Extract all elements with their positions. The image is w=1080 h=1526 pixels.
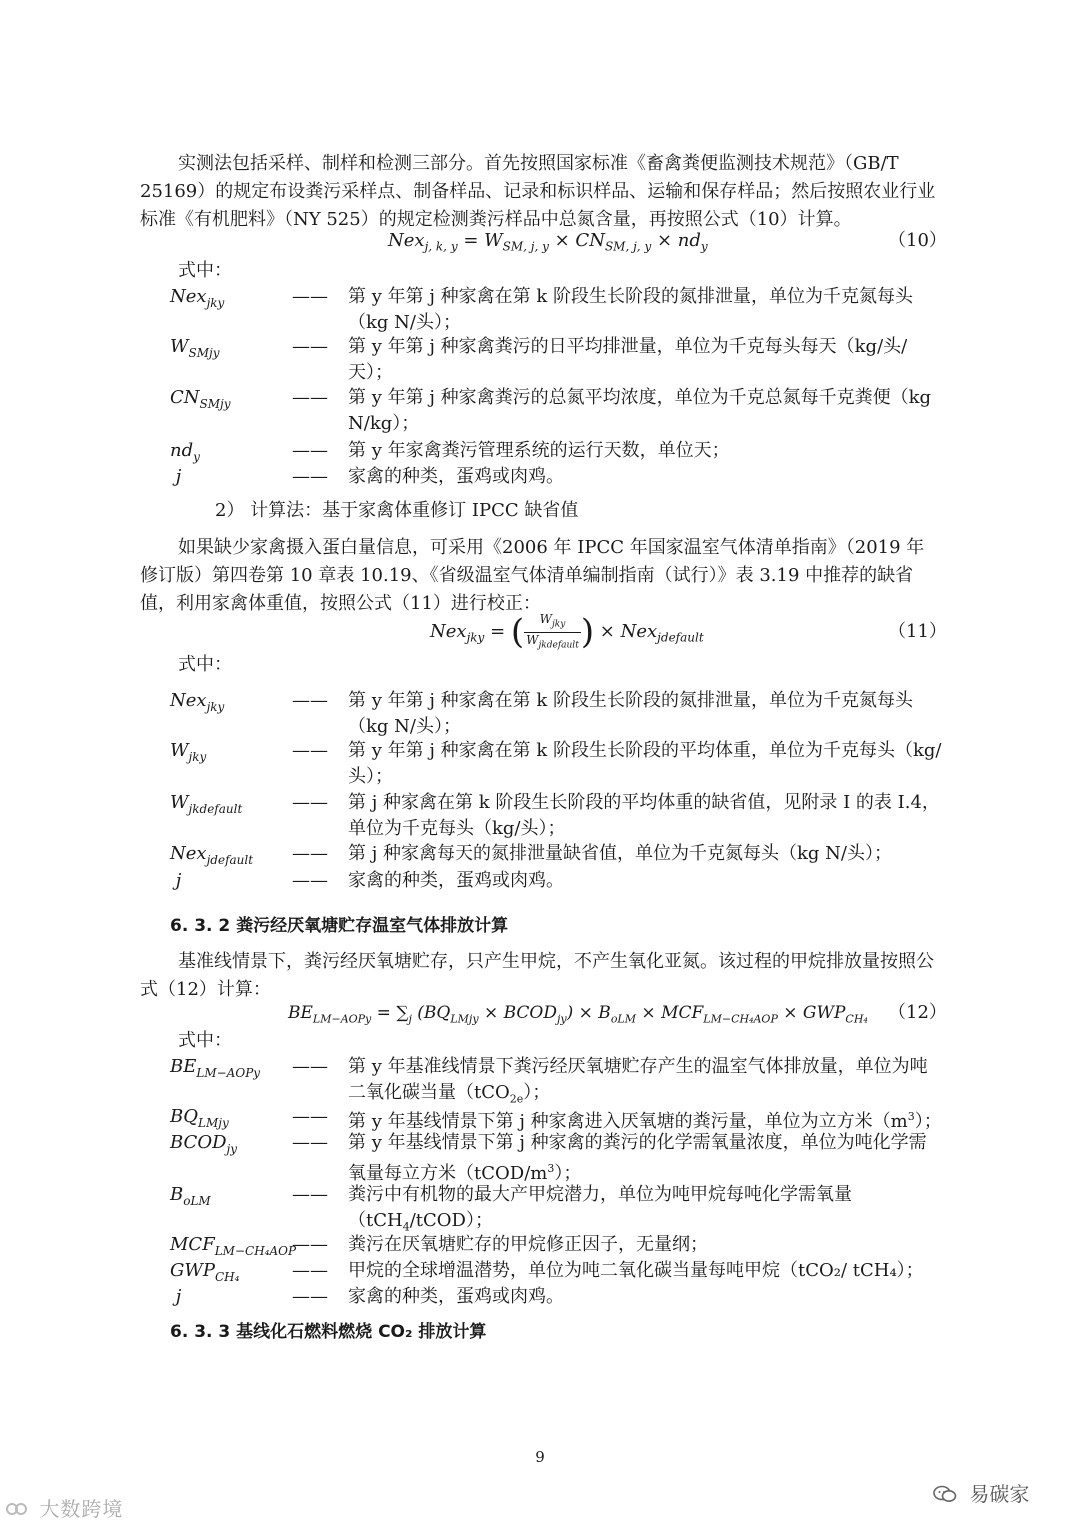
dash: —— [292,387,328,408]
dash: —— [292,690,328,711]
definition-text: 粪污中有机物的最大产甲烷潜力，单位为吨甲烷每吨化学需氧量（tCH$_4$/tCOD）； [348,1184,852,1234]
section-heading-6-3-2: 6. 3. 2 粪污经厌氧塘贮存温室气体排放计算 [170,916,509,936]
symbol: $BCOD_{jy}$ [170,1132,238,1156]
symbol: j [170,1286,182,1307]
section-heading-6-3-3: 6. 3. 3 基线化石燃料燃烧 CO₂ 排放计算 [170,1322,487,1342]
symbol: $W_{jkdefault}$ [170,792,243,816]
dash: —— [292,1260,328,1281]
definition-text: 第 y 年基准线情景下粪污经厌氧塘贮存产生的温室气体排放量，单位为吨二氧化碳当量（tCO$_{2e}$）； [348,1056,928,1106]
dash: —— [292,792,328,813]
dash: —— [292,336,328,357]
definition-text: 甲烷的全球增温潜势，单位为吨二氧化碳当量每吨甲烷（tCO₂/ tCH₄）； [348,1260,924,1281]
equation-12 [0,998,1080,1028]
symbol: j [170,870,182,891]
dash: —— [292,1106,328,1127]
paragraph-3: 基准线情景下，粪污经厌氧塘贮存，只产生甲烷，不产生氧化亚氮。该过程的甲烷排放量按照公式（12）计算： [140,951,934,1000]
watermark-right [933,1478,1029,1507]
definition-text: 第 y 年第 j 种家禽粪污的日平均排泄量，单位为千克每头每天（kg/头/天）； [348,336,908,383]
definition-text: 第 y 年第 j 种家禽在第 k 阶段生长阶段的平均体重，单位为千克每头（kg/头）； [348,740,942,787]
dash: —— [292,843,328,864]
dash: —— [292,1184,328,1205]
definition-text: 第 j 种家禽在第 k 阶段生长阶段的平均体重的缺省值，见附录 I 的表 I.4，单位为千克每头（kg/头）； [348,792,940,839]
definition-text: 家禽的种类，蛋鸡或肉鸡。 [348,466,564,487]
dash: —— [292,1234,328,1255]
dash: —— [292,1056,328,1077]
item-2-heading: 2） 计算法：基于家禽体重修订 IPCC 缺省值 [215,500,579,521]
definition-text: 第 y 年家禽粪污管理系统的运行天数，单位天； [348,440,730,461]
symbol: j [170,466,182,487]
watermark-left-text: 大数跨境 [39,1497,124,1521]
paragraph-2: 如果缺少家禽摄入蛋白量信息，可采用《2006 年 IPCC 年国家温室气体清单指南》（2019 年修订版）第四卷第 10 章表 10.19、《省级温室气体清单编制指南（试行）》表 3.19 中推荐的缺省值，利用家禽体重值，按照公式（11）进行校正： [140,537,925,614]
where-label: 式中： [178,1030,232,1051]
where-label: 式中： [178,654,232,675]
definition-text: 第 y 年第 j 种家禽在第 k 阶段生长阶段的氮排泄量，单位为千克氮每头（kg N/头）； [348,690,913,737]
symbol: $CN_{SMjy}$ [170,387,231,411]
definition-text: 家禽的种类，蛋鸡或肉鸡。 [348,870,564,891]
equation-11 [0,610,1080,654]
watermark-left [6,1493,123,1522]
definition-text: 第 y 年基线情景下第 j 种家禽的粪污的化学需氧量浓度，单位为吨化学需氧量每立方米$(tCOD/m^3)$； [348,1132,927,1184]
dash: —— [292,466,328,487]
symbol: Nex$_{jky}$ [170,286,225,310]
symbol: $W_{jky}$ [170,740,207,764]
dash: —— [292,870,328,891]
logo-icon [6,1500,28,1518]
equation-12-expression: $BE_{LM-AOPy} = \sum_j$ ($BQ_{LMjy}$ × $BCOD_{jy}) \times B_{oLM} \times MCF_{LM-CH_4AOP} \times GWP_{CH_4}$ [288,1003,868,1026]
dash: —— [292,440,328,461]
wechat-icon [933,1485,957,1503]
equation-11-number: （11） [888,621,947,642]
symbol: $nd_y$ [170,440,200,464]
equation-10-number: （10） [888,230,947,251]
dash: —— [292,1286,328,1307]
definition-text: 粪污在厌氧塘贮存的甲烷修正因子，无量纲； [348,1234,708,1255]
equation-11-expression: Nex$_{jky}$ = ( $\frac{W_{jky}}{W_{jkdefault}}$ ) × Nex$_{jdefault}$ [430,612,704,652]
equation-10-expression: $Nex_{j, k, y} = W_{SM, j, y} \times CN_{SM, j, y} \times nd_y$ [388,230,708,254]
symbol: $B_{oLM}$ [170,1184,211,1208]
symbol: $GWP_{CH_4}$ [170,1260,240,1284]
definition-text: 第 j 种家禽每天的氮排泄量缺省值，单位为千克氮每头（kg N/头）； [348,843,892,864]
dash: —— [292,1132,328,1153]
equation-12-number: （12） [888,1002,947,1023]
definition-text: 第 y 年第 j 种家禽粪污的总氮平均浓度，单位为千克总氮每千克粪便（kg N/kg）； [348,387,932,434]
definition-text: 家禽的种类，蛋鸡或肉鸡。 [348,1286,564,1307]
equation-10 [0,226,1080,256]
watermark-right-text: 易碳家 [969,1482,1030,1506]
intro-paragraph: 实测法包括采样、制样和检测三部分。首先按照国家标准《畜禽粪便监测技术规范》（GB/T 25169）的规定布设粪污采样点、制备样品、记录和标识样品、运输和保存样品；然后按照农业行业标准《有机肥料》（NY 525）的规定检测粪污样品中总氮含量，再按照公式（10）计算。 [140,153,936,230]
symbol: $W_{SMjy}$ [170,336,220,360]
symbol: $BQ_{LMjy}$ [170,1106,229,1130]
dash: —— [292,286,328,307]
symbol: $BE_{LM-AOPy}$ [170,1056,261,1080]
definition-text: 第 y 年基线情景下第 j 种家禽进入厌氧塘的粪污量，单位为立方米$(m^3)$； [348,1110,942,1132]
dash: —— [292,740,328,761]
symbol: Nex$_{jky}$ [170,690,225,714]
symbol: Nex$_{jdefault}$ [170,843,254,867]
page-number: 9 [535,1448,545,1466]
where-label: 式中： [178,260,232,281]
definition-text: 第 y 年第 j 种家禽在第 k 阶段生长阶段的氮排泄量，单位为千克氮每头（kg N/头）； [348,286,913,333]
symbol: $MCF_{LM-CH_4AOP}$ [170,1234,297,1258]
